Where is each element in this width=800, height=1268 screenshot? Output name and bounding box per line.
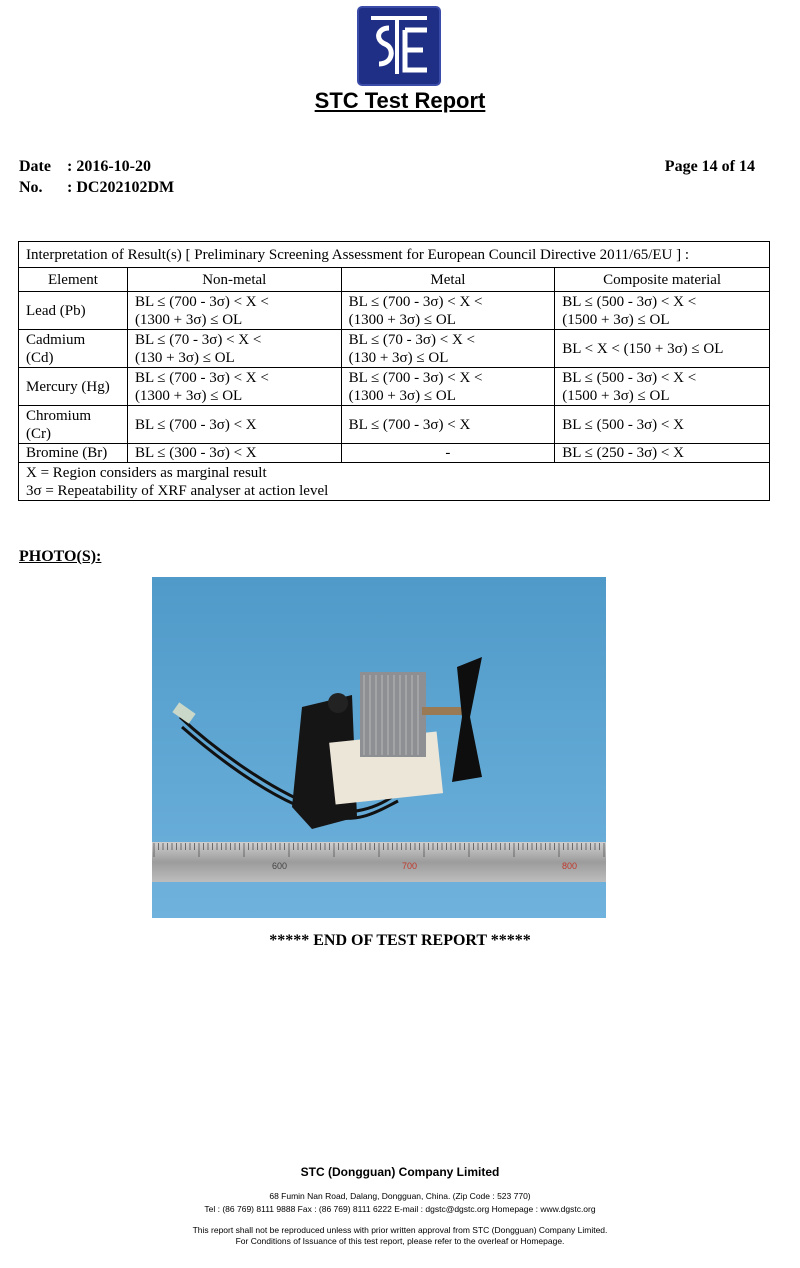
table-row [19, 292, 770, 330]
element-cell: Bromine (Br) [19, 444, 128, 463]
metal-cell: BL ≤ (700 - 3σ) < X < (1300 + 3σ) ≤ OL [341, 292, 555, 330]
end-of-report: ***** END OF TEST REPORT ***** [269, 932, 531, 949]
composite-cell: BL ≤ (500 - 3σ) < X [555, 406, 770, 444]
product-photo [152, 577, 606, 918]
col-composite: Composite material [555, 268, 770, 292]
date-label: Date [19, 158, 51, 175]
report-title: STC Test Report [314, 88, 486, 113]
nonmetal-cell: BL ≤ (700 - 3σ) < X [127, 406, 341, 444]
footer-disclaimer: This report shall not be reproduced unless with prior written approval from STC (Dongguan) Company Limited. [192, 1225, 608, 1235]
page-number: Page 14 of 14 [664, 158, 755, 175]
nonmetal-cell: BL ≤ (700 - 3σ) < X < (1300 + 3σ) ≤ OL [127, 368, 341, 406]
results-table [18, 241, 770, 501]
footer-contact: Tel : (86 769) 8111 9888 Fax : (86 769) 8111 6222 E-mail : dgstc@dgstc.org Homepage : www.dgstc.org [204, 1204, 596, 1214]
footer-disclaimer: For Conditions of Issuance of this test report, please refer to the overleaf or Homepage. [235, 1236, 565, 1246]
logo-text: STE [399, 84, 401, 85]
footer-company: STC (Dongguan) Company Limited [300, 1165, 500, 1179]
number-label: No. [19, 179, 43, 196]
metal-cell: BL ≤ (700 - 3σ) < X < (1300 + 3σ) ≤ OL [341, 368, 555, 406]
ruler-label-700: 700 [402, 861, 418, 871]
stc-logo [357, 6, 441, 86]
table-row [19, 406, 770, 444]
table-row [19, 330, 770, 368]
metal-cell: BL ≤ (70 - 3σ) < X < (130 + 3σ) ≤ OL [341, 330, 555, 368]
composite-cell: BL ≤ (500 - 3σ) < X < (1500 + 3σ) ≤ OL [555, 368, 770, 406]
number-value: : DC202102DM [67, 179, 175, 196]
col-element: Element [19, 268, 128, 292]
nonmetal-cell: BL ≤ (70 - 3σ) < X < (130 + 3σ) ≤ OL [127, 330, 341, 368]
ruler-label-800: 800 [562, 861, 578, 871]
composite-cell: BL < X < (150 + 3σ) ≤ OL [555, 330, 770, 368]
element-cell: Chromium (Cr) [19, 406, 128, 444]
composite-cell: BL ≤ (500 - 3σ) < X < (1500 + 3σ) ≤ OL [555, 292, 770, 330]
metal-cell: - [341, 444, 555, 463]
table-row [19, 444, 770, 463]
photos-heading: PHOTO(S): [19, 548, 102, 565]
nonmetal-cell: BL ≤ (300 - 3σ) < X [127, 444, 341, 463]
number-line [19, 179, 174, 197]
metal-cell: BL ≤ (700 - 3σ) < X [341, 406, 555, 444]
date-value: : 2016-10-20 [67, 158, 151, 175]
table-caption: Interpretation of Result(s) [ Preliminary Screening Assessment for European Council Directive 2011/65/EU ] : [19, 242, 770, 268]
ruler-label-600: 600 [272, 861, 288, 871]
col-metal: Metal [341, 268, 555, 292]
element-cell: Mercury (Hg) [19, 368, 128, 406]
date-line [19, 158, 151, 176]
element-cell: Lead (Pb) [19, 292, 128, 330]
table-notes: X = Region considers as marginal result 3σ = Repeatability of XRF analyser at action level [19, 463, 770, 501]
composite-cell: BL ≤ (250 - 3σ) < X [555, 444, 770, 463]
footer-address: 68 Fumin Nan Road, Dalang, Dongguan, China. (Zip Code : 523 770) [269, 1191, 531, 1201]
nonmetal-cell: BL ≤ (700 - 3σ) < X < (1300 + 3σ) ≤ OL [127, 292, 341, 330]
col-nonmetal: Non-metal [127, 268, 341, 292]
table-row [19, 368, 770, 406]
element-cell: Cadmium (Cd) [19, 330, 128, 368]
